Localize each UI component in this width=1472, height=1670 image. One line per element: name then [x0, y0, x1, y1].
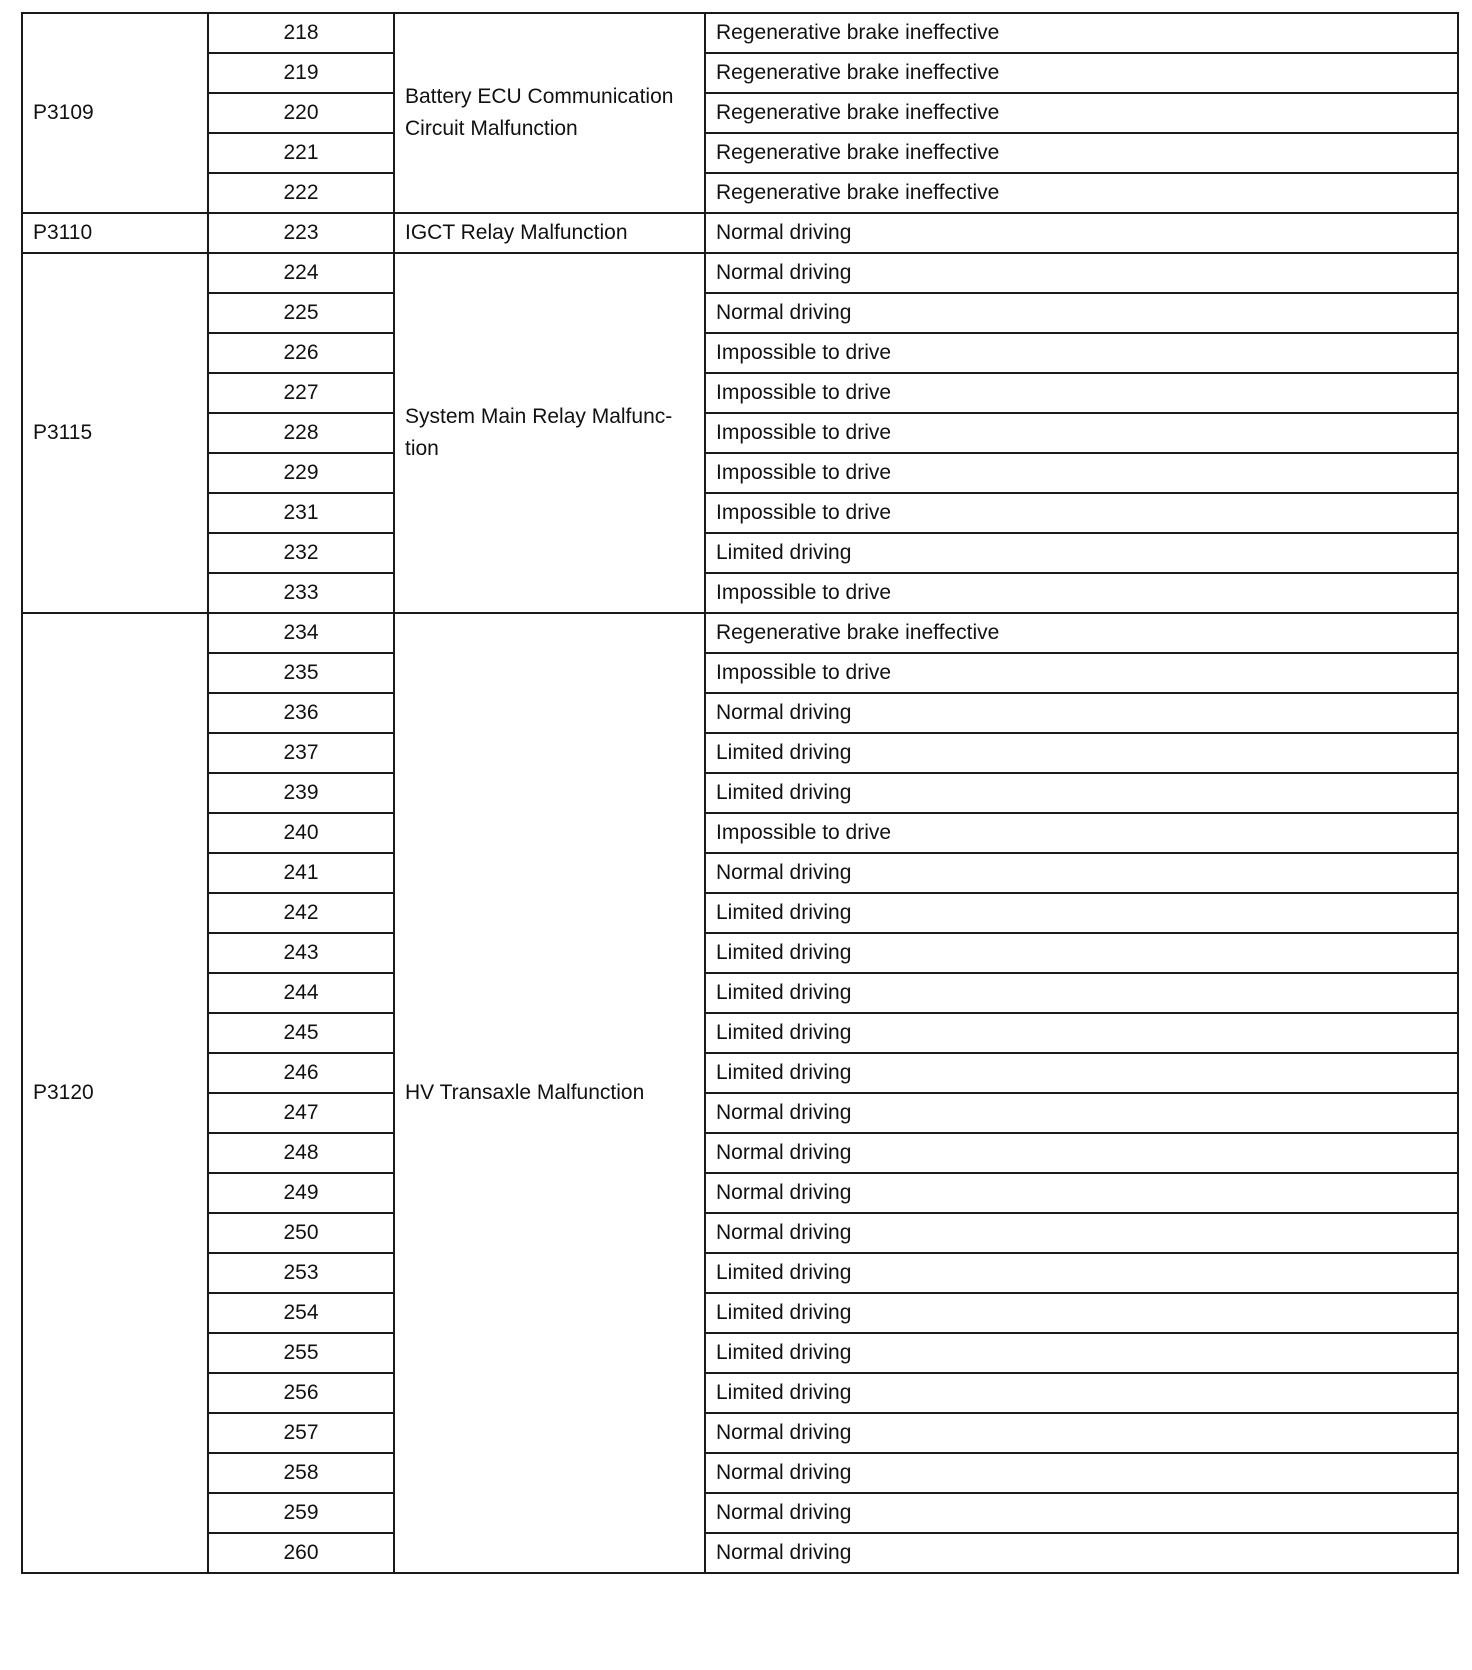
table-row: [22, 893, 1458, 933]
vehicle-condition-cell: Impossible to drive: [705, 453, 1458, 493]
vehicle-condition-cell: Normal driving: [705, 213, 1458, 253]
table-row: [22, 613, 1458, 653]
info-code-cell: 259: [208, 1493, 394, 1533]
info-code-cell: 220: [208, 93, 394, 133]
table-row: [22, 1333, 1458, 1373]
info-code-cell: 247: [208, 1093, 394, 1133]
vehicle-condition-cell: Normal driving: [705, 1133, 1458, 1173]
vehicle-condition-cell: Normal driving: [705, 1413, 1458, 1453]
info-code-cell: 239: [208, 773, 394, 813]
table-row: [22, 1213, 1458, 1253]
info-code-cell: 236: [208, 693, 394, 733]
info-code-cell: 257: [208, 1413, 394, 1453]
info-code-cell: 246: [208, 1053, 394, 1093]
vehicle-condition-cell: Limited driving: [705, 1013, 1458, 1053]
vehicle-condition-cell: Normal driving: [705, 1493, 1458, 1533]
vehicle-condition-cell: Limited driving: [705, 893, 1458, 933]
info-code-cell: 224: [208, 253, 394, 293]
vehicle-condition-cell: Limited driving: [705, 1253, 1458, 1293]
vehicle-condition-cell: Regenerative brake ineffective: [705, 93, 1458, 133]
vehicle-condition-cell: Normal driving: [705, 1533, 1458, 1573]
table-row: [22, 1173, 1458, 1213]
vehicle-condition-cell: Impossible to drive: [705, 653, 1458, 693]
malfunction-description-cell: IGCT Relay Malfunction: [394, 213, 705, 253]
table-row: [22, 773, 1458, 813]
vehicle-condition-cell: Regenerative brake ineffective: [705, 173, 1458, 213]
vehicle-condition-cell: Impossible to drive: [705, 573, 1458, 613]
info-code-cell: 228: [208, 413, 394, 453]
vehicle-condition-cell: Limited driving: [705, 1053, 1458, 1093]
table-row: [22, 1093, 1458, 1133]
table-row: [22, 1293, 1458, 1333]
dtc-table: [21, 12, 1459, 1574]
info-code-cell: 248: [208, 1133, 394, 1173]
vehicle-condition-cell: Regenerative brake ineffective: [705, 613, 1458, 653]
table-row: [22, 93, 1458, 133]
info-code-cell: 229: [208, 453, 394, 493]
vehicle-condition-cell: Limited driving: [705, 1333, 1458, 1373]
table-row: [22, 333, 1458, 373]
table-row: [22, 13, 1458, 53]
info-code-cell: 242: [208, 893, 394, 933]
malfunction-description-cell: System Main Relay Malfunc-tion: [394, 253, 705, 613]
info-code-cell: 244: [208, 973, 394, 1013]
vehicle-condition-cell: Impossible to drive: [705, 373, 1458, 413]
vehicle-condition-cell: Normal driving: [705, 693, 1458, 733]
info-code-cell: 223: [208, 213, 394, 253]
table-row: [22, 213, 1458, 253]
table-row: [22, 693, 1458, 733]
dtc-code-cell: P3109: [22, 13, 208, 213]
table-row: [22, 1053, 1458, 1093]
malfunction-description-cell: HV Transaxle Malfunction: [394, 613, 705, 1573]
table-row: [22, 573, 1458, 613]
info-code-cell: 253: [208, 1253, 394, 1293]
table-row: [22, 1453, 1458, 1493]
info-code-cell: 249: [208, 1173, 394, 1213]
malfunction-description-cell: Battery ECU Communication Circuit Malfunction: [394, 13, 705, 213]
vehicle-condition-cell: Regenerative brake ineffective: [705, 53, 1458, 93]
info-code-cell: 243: [208, 933, 394, 973]
info-code-cell: 227: [208, 373, 394, 413]
vehicle-condition-cell: Limited driving: [705, 533, 1458, 573]
table-row: [22, 493, 1458, 533]
table-row: [22, 253, 1458, 293]
dtc-code-cell: P3110: [22, 213, 208, 253]
info-code-cell: 233: [208, 573, 394, 613]
vehicle-condition-cell: Limited driving: [705, 973, 1458, 1013]
table-row: [22, 533, 1458, 573]
dtc-code-cell: P3115: [22, 253, 208, 613]
table-row: [22, 1133, 1458, 1173]
table-row: [22, 453, 1458, 493]
table-row: [22, 733, 1458, 773]
vehicle-condition-cell: Normal driving: [705, 253, 1458, 293]
table-row: [22, 1533, 1458, 1573]
vehicle-condition-cell: Regenerative brake ineffective: [705, 13, 1458, 53]
info-code-cell: 256: [208, 1373, 394, 1413]
table-row: [22, 1253, 1458, 1293]
vehicle-condition-cell: Impossible to drive: [705, 413, 1458, 453]
table-row: [22, 173, 1458, 213]
vehicle-condition-cell: Normal driving: [705, 1093, 1458, 1133]
info-code-cell: 250: [208, 1213, 394, 1253]
table-row: [22, 373, 1458, 413]
vehicle-condition-cell: Normal driving: [705, 293, 1458, 333]
vehicle-condition-cell: Limited driving: [705, 733, 1458, 773]
table-row: [22, 1413, 1458, 1453]
vehicle-condition-cell: Impossible to drive: [705, 333, 1458, 373]
table-row: [22, 853, 1458, 893]
table-row: [22, 973, 1458, 1013]
vehicle-condition-cell: Limited driving: [705, 933, 1458, 973]
info-code-cell: 240: [208, 813, 394, 853]
vehicle-condition-cell: Regenerative brake ineffective: [705, 133, 1458, 173]
info-code-cell: 255: [208, 1333, 394, 1373]
vehicle-condition-cell: Impossible to drive: [705, 493, 1458, 533]
info-code-cell: 260: [208, 1533, 394, 1573]
vehicle-condition-cell: Limited driving: [705, 1293, 1458, 1333]
table-row: [22, 653, 1458, 693]
table-row: [22, 293, 1458, 333]
info-code-cell: 254: [208, 1293, 394, 1333]
vehicle-condition-cell: Normal driving: [705, 1173, 1458, 1213]
table-row: [22, 53, 1458, 93]
info-code-cell: 234: [208, 613, 394, 653]
info-code-cell: 219: [208, 53, 394, 93]
info-code-cell: 232: [208, 533, 394, 573]
vehicle-condition-cell: Normal driving: [705, 1453, 1458, 1493]
info-code-cell: 235: [208, 653, 394, 693]
info-code-cell: 237: [208, 733, 394, 773]
info-code-cell: 241: [208, 853, 394, 893]
table-row: [22, 1373, 1458, 1413]
dtc-table-body: [22, 13, 1458, 1573]
vehicle-condition-cell: Normal driving: [705, 1213, 1458, 1253]
info-code-cell: 221: [208, 133, 394, 173]
vehicle-condition-cell: Limited driving: [705, 1373, 1458, 1413]
info-code-cell: 245: [208, 1013, 394, 1053]
info-code-cell: 222: [208, 173, 394, 213]
table-row: [22, 413, 1458, 453]
dtc-code-cell: P3120: [22, 613, 208, 1573]
info-code-cell: 231: [208, 493, 394, 533]
vehicle-condition-cell: Normal driving: [705, 853, 1458, 893]
info-code-cell: 258: [208, 1453, 394, 1493]
table-row: [22, 1493, 1458, 1533]
table-row: [22, 933, 1458, 973]
table-row: [22, 1013, 1458, 1053]
table-row: [22, 133, 1458, 173]
info-code-cell: 225: [208, 293, 394, 333]
info-code-cell: 218: [208, 13, 394, 53]
info-code-cell: 226: [208, 333, 394, 373]
table-row: [22, 813, 1458, 853]
vehicle-condition-cell: Impossible to drive: [705, 813, 1458, 853]
vehicle-condition-cell: Limited driving: [705, 773, 1458, 813]
